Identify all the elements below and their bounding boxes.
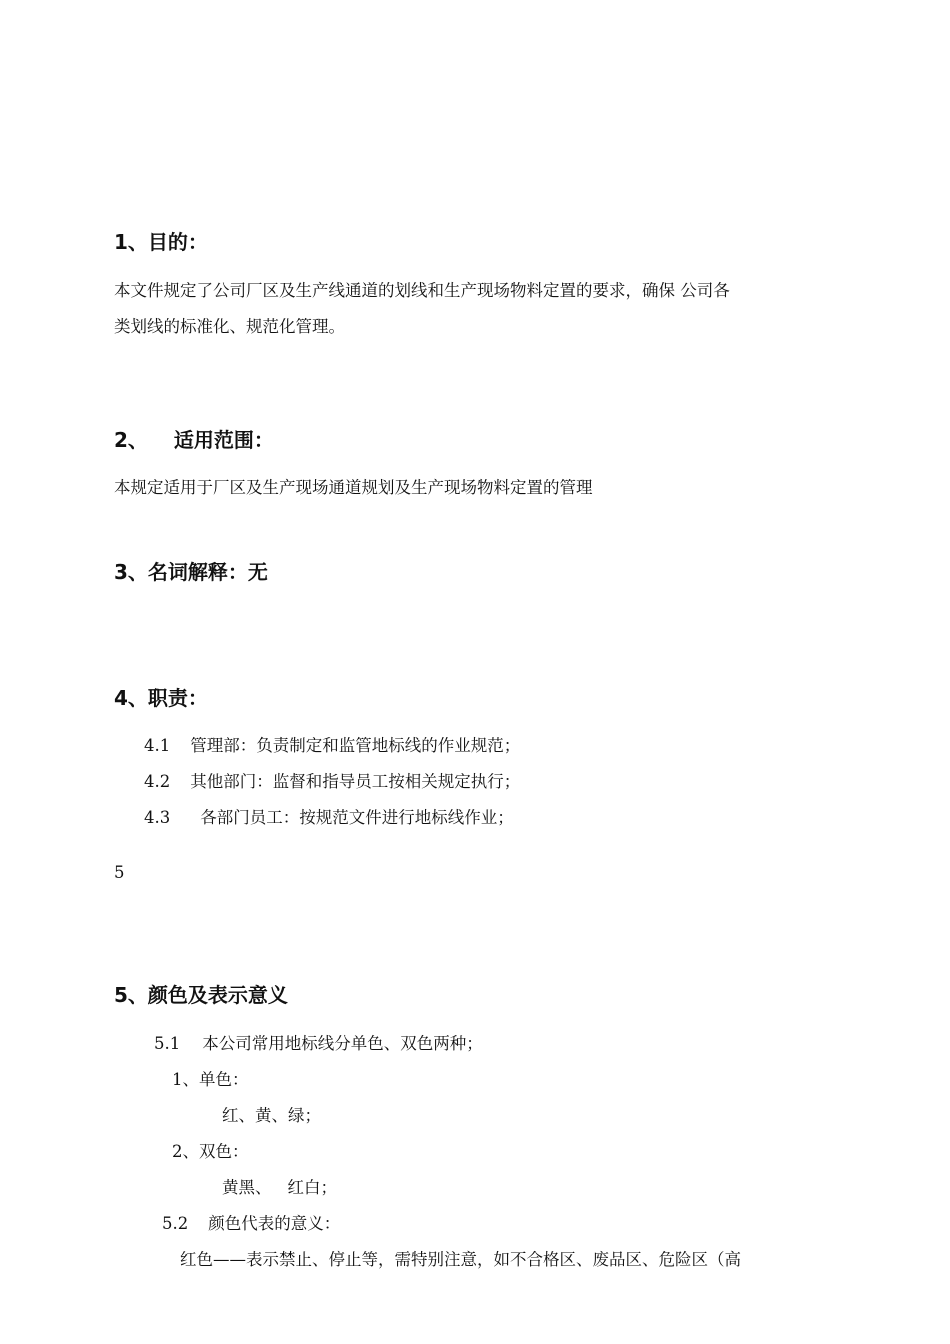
item-text: 颜色代表的意义： bbox=[208, 1214, 341, 1233]
item-text: 其他部门：监督和指导员工按相关规定执行； bbox=[190, 772, 521, 791]
section-3-heading: 3、名词解释：无 bbox=[114, 560, 268, 584]
responsibility-item bbox=[144, 735, 520, 757]
item-number: 4.3 bbox=[144, 808, 171, 827]
section-2-title: 适用范围： bbox=[173, 428, 274, 452]
section-1-heading: 1、目的： bbox=[114, 230, 208, 254]
single-color-label: 1、单色： bbox=[172, 1070, 249, 1089]
section-2-number: 2、 bbox=[114, 428, 148, 452]
dual-color-b: 红白； bbox=[287, 1178, 337, 1197]
stray-number: 5 bbox=[114, 863, 125, 882]
item-number: 4.2 bbox=[144, 772, 171, 791]
item-number: 4.1 bbox=[144, 736, 171, 755]
responsibility-item bbox=[144, 807, 514, 829]
item-text: 本公司常用地标线分单色、双色两种； bbox=[202, 1034, 483, 1053]
red-color-meaning: 红色——表示禁止、停止等，需特别注意，如不合格区、废品区、危险区（高 bbox=[180, 1250, 741, 1269]
item-text: 管理部：负责制定和监管地标线的作业规范； bbox=[190, 736, 521, 755]
item-text: 各部门员工：按规范文件进行地标线作业； bbox=[200, 808, 514, 827]
dual-color-label: 2、双色： bbox=[172, 1142, 249, 1161]
dual-color-a: 黄黑、 bbox=[222, 1178, 272, 1197]
section-1-body-line-2: 类划线的标准化、规范化管理。 bbox=[114, 317, 345, 336]
dual-color-list bbox=[222, 1177, 337, 1199]
item-number: 5.1 bbox=[154, 1034, 181, 1053]
section-5-heading: 5、颜色及表示意义 bbox=[114, 983, 288, 1007]
responsibility-item bbox=[144, 771, 520, 793]
section-2-body: 本规定适用于厂区及生产现场通道规划及生产现场物料定置的管理 bbox=[114, 478, 593, 497]
section-4-heading: 4、职责： bbox=[114, 686, 208, 710]
item-number: 5.2 bbox=[162, 1214, 189, 1233]
item-5-2 bbox=[162, 1213, 340, 1235]
single-color-list: 红、黄、绿； bbox=[222, 1106, 321, 1125]
section-2-heading bbox=[114, 428, 274, 452]
item-5-1 bbox=[154, 1033, 483, 1055]
section-1-body-line-1: 本文件规定了公司厂区及生产线通道的划线和生产现场物料定置的要求，确保 公司各 bbox=[114, 281, 730, 300]
